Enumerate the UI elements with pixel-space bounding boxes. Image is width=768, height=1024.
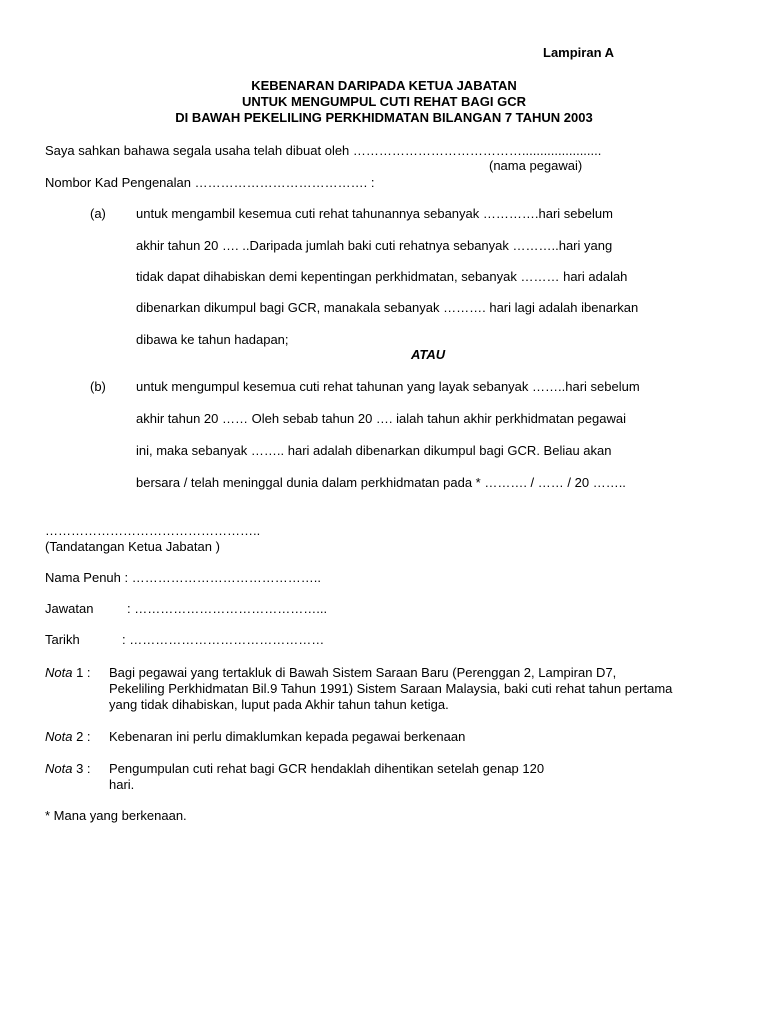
nota-3-line: Pengumpulan cuti rehat bagi GCR hendaklah dihentikan setelah genap 120 [109,761,545,776]
item-a-line: tidak dapat dihabiskan demi kepentingan perkhidmatan, sebanyak ……… hari adalah [136,269,628,284]
nama-penuh-field: Nama Penuh : …………………………………….. [45,570,321,585]
tarikh-value: : ……………………………………… [122,632,325,647]
nota-1-line: Pekeliling Perkhidmatan Bil.9 Tahun 1991) Sistem Saraan Malaysia, baki cuti rehat tahun pertama [109,681,673,696]
nota-1-line: Bagi pegawai yang tertakluk di Bawah Sistem Saraan Baru (Perenggan 2, Lampiran D7, [109,665,617,680]
nama-pegawai-caption: (nama pegawai) [489,158,583,173]
kad-pengenalan-line: Nombor Kad Pengenalan …………………………………. : [45,175,375,190]
nota-2-label: Nota 2 : [45,729,91,744]
item-b-line: ini, maka sebanyak …….. hari adalah dibenarkan dikumpul bagi GCR. Beliau akan [136,443,612,458]
jawatan-value: : ……………………………………... [127,601,328,616]
title-line-3: DI BAWAH PEKELILING PERKHIDMATAN BILANGAN 7 TAHUN 2003 [175,110,593,125]
nota-1-label: Nota 1 : [45,665,91,680]
signature-dots: ………………………………………….. [45,523,261,538]
item-b-line: akhir tahun 20 …… Oleh sebab tahun 20 …. ialah tahun akhir perkhidmatan pegawai [136,411,626,426]
nota-3-line: hari. [109,777,135,792]
nota-3-label: Nota 3 : [45,761,91,776]
atau-separator: ATAU [411,347,446,362]
item-a-line: dibenarkan dikumpul bagi GCR, manakala sebanyak ………. hari lagi adalah ibenarkan [136,300,639,315]
item-b-line: bersara / telah meninggal dunia dalam perkhidmatan pada * ………. / …… / 20 …….. [136,475,626,490]
item-a-line: untuk mengambil kesemua cuti rehat tahunannya sebanyak ………….hari sebelum [136,206,613,221]
footnote: * Mana yang berkenaan. [45,808,187,823]
nota-2-line: Kebenaran ini perlu dimaklumkan kepada pegawai berkenaan [109,729,466,744]
title-line-1: KEBENARAN DARIPADA KETUA JABATAN [251,78,517,93]
tarikh-label: Tarikh [45,632,80,647]
item-a-label: (a) [90,206,106,221]
signature-label: (Tandatangan Ketua Jabatan ) [45,539,220,554]
intro-line: Saya sahkan bahawa segala usaha telah dibuat oleh …………………………………...................... [45,143,602,158]
title-line-2: UNTUK MENGUMPUL CUTI REHAT BAGI GCR [241,94,527,109]
jawatan-label: Jawatan [45,601,94,616]
lampiran-label: Lampiran A [543,45,615,60]
item-a-line: akhir tahun 20 …. ..Daripada jumlah baki cuti rehatnya sebanyak ………..hari yang [136,238,613,253]
item-b-line: untuk mengumpul kesemua cuti rehat tahunan yang layak sebanyak ……..hari sebelum [136,379,640,394]
item-a-line: dibawa ke tahun hadapan; [136,332,289,347]
item-b-label: (b) [90,379,106,394]
nota-1-line: yang tidak dihabiskan, luput pada Akhir tahun tahun ketiga. [109,697,449,712]
